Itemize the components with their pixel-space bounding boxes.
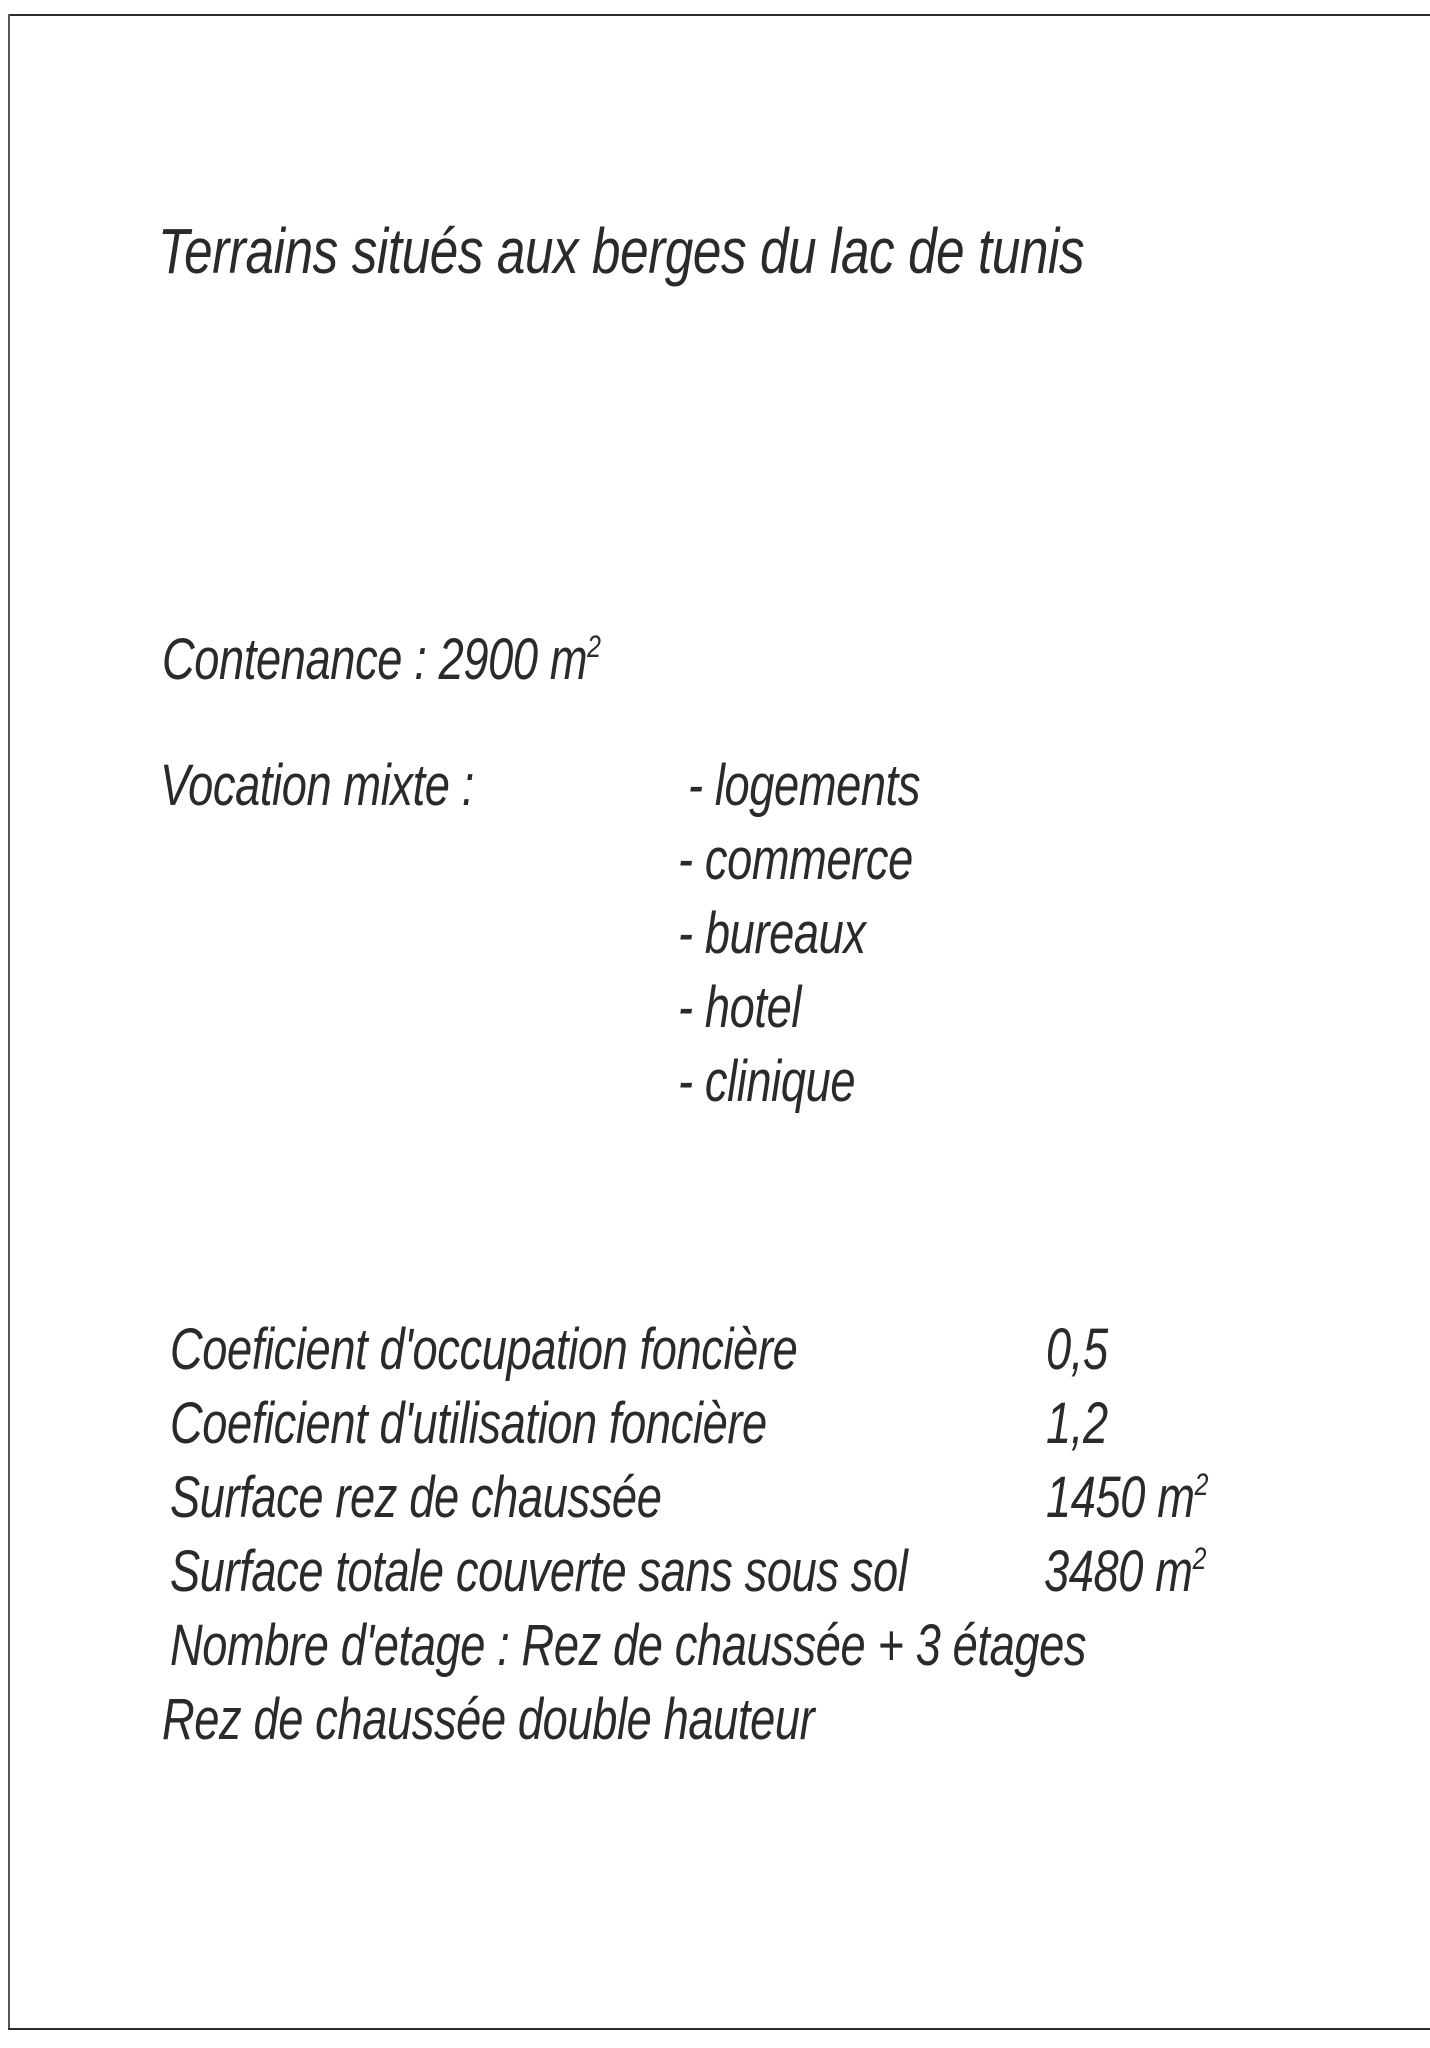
- spec-label-surface-rdc: Surface rez de chaussée: [170, 1465, 662, 1530]
- spec-label-cos: Coeficient d'occupation foncière: [170, 1317, 798, 1382]
- page-frame-bottom-border: [8, 2028, 1430, 2030]
- contenance-unit-exponent: 2: [587, 627, 601, 664]
- contenance-label: Contenance : 2900 m: [162, 627, 588, 692]
- use-item-clinique: - clinique: [678, 1049, 856, 1114]
- spec-label-surface-totale: Surface totale couverte sans sous sol: [170, 1539, 908, 1604]
- document-title: Terrains situés aux berges du lac de tunis: [158, 215, 1085, 287]
- spec-value-surface-totale: 3480 $m^2$: [1044, 1539, 1207, 1604]
- vocation-label: Vocation mixte :: [160, 753, 474, 818]
- spec-label-cuf: Coeficient d'utilisation foncière: [170, 1391, 767, 1456]
- contenance-line: [162, 626, 601, 693]
- surface-totale-unit-exponent: 2: [1192, 1539, 1207, 1576]
- surface-rdc-unit-exponent: 2: [1194, 1465, 1209, 1502]
- spec-value-surface-rdc: 1450 $m^2$: [1046, 1465, 1209, 1530]
- page-frame-top-border: [8, 14, 1430, 16]
- spec-value-cos: 0,5: [1046, 1317, 1108, 1382]
- use-item-logements: - logements: [688, 753, 921, 818]
- use-item-commerce: - commerce: [678, 827, 913, 892]
- page-frame-left-border: [8, 14, 10, 2030]
- spec-value-cuf: 1,2: [1046, 1391, 1108, 1456]
- use-item-hotel: - hotel: [678, 975, 802, 1040]
- floors-line: Nombre d'etage : Rez de chaussée + 3 étages: [170, 1613, 1087, 1678]
- use-item-bureaux: - bureaux: [678, 901, 866, 966]
- ground-floor-note: Rez de chaussée double hauteur: [162, 1687, 815, 1752]
